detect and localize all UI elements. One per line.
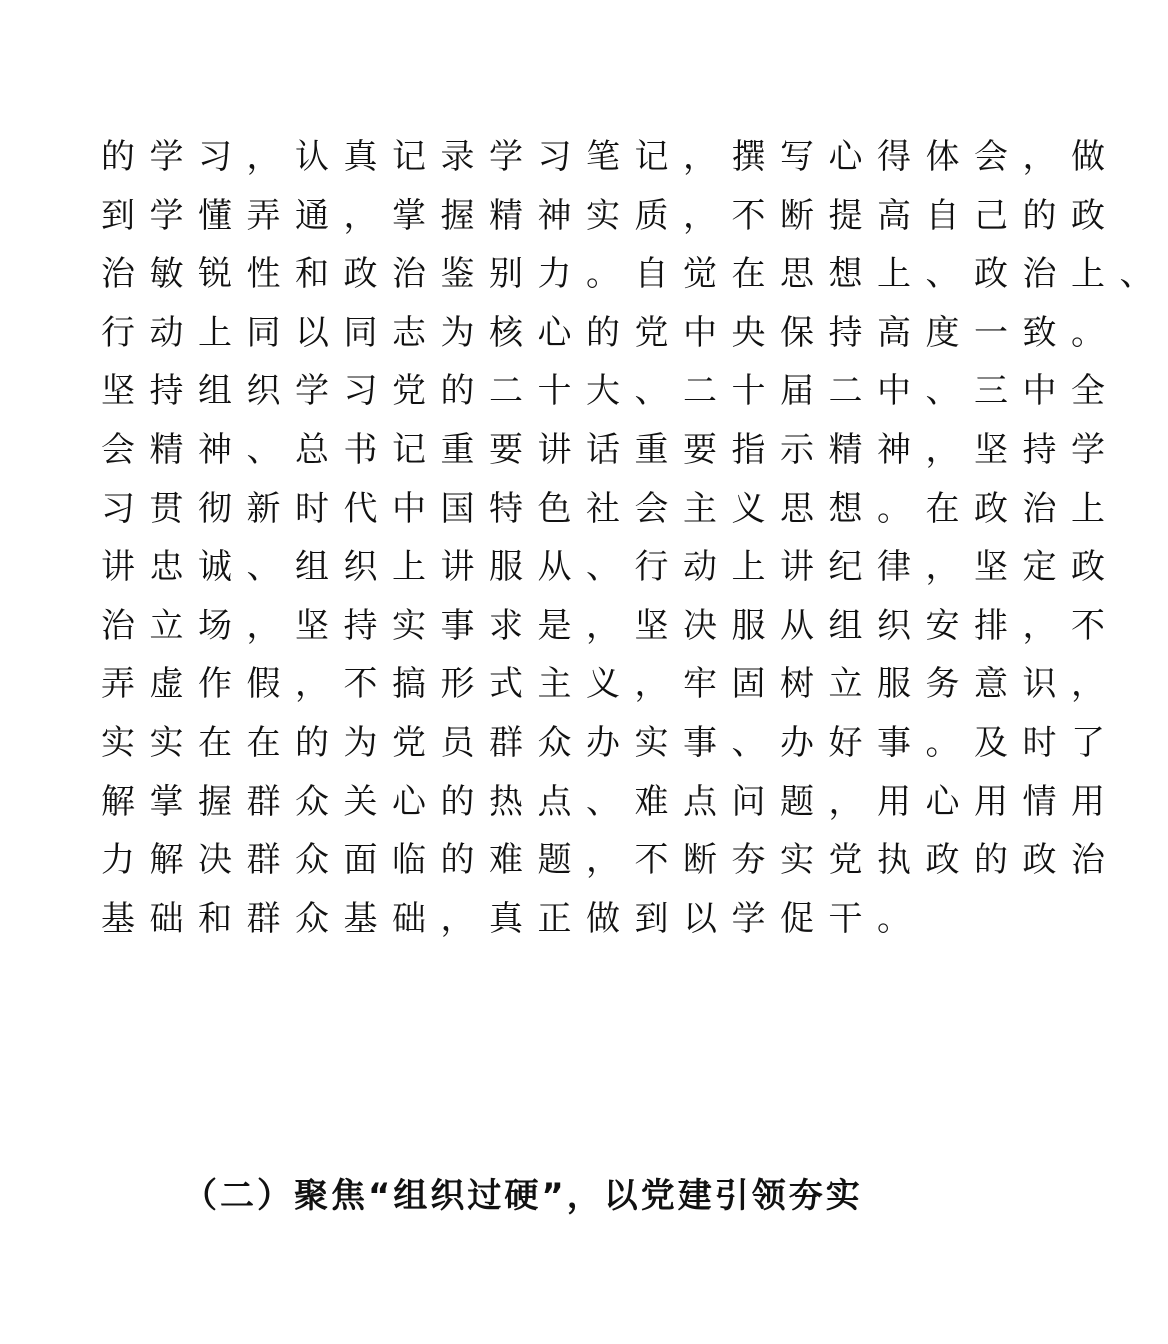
body-paragraph [101, 128, 1168, 948]
paragraph-line: 的学习，认真记录学习笔记，撰写心得体会，做 [101, 137, 1120, 177]
paragraph-line: 治敏锐性和政治鉴别力。自觉在思想上、政治上、 [101, 254, 1168, 295]
paragraph-line: 解掌握群众关心的热点、难点问题，用心用情用 [101, 781, 1120, 822]
paragraph-line: 治立场，坚持实事求是，坚决服从组织安排，不 [101, 605, 1120, 646]
paragraph-line: 行动上同以同志为核心的党中央保持高度一致。 [101, 312, 1120, 353]
paragraph-line: 坚持组织学习党的二十大、二十届二中、三中全 [101, 371, 1120, 412]
section-heading: （二）聚焦“组织过硬”，以党建引领夯实 [183, 1176, 863, 1216]
paragraph-line: 会精神、总书记重要讲话重要指示精神，坚持学 [101, 429, 1120, 470]
paragraph-line: 弄虚作假，不搞形式主义，牢固树立服务意识， [101, 664, 1120, 705]
paragraph-line: 实实在在的为党员群众办实事、办好事。及时了 [101, 722, 1120, 763]
paragraph-line: 到学懂弄通，掌握精神实质，不断提高自己的政 [101, 195, 1120, 236]
paragraph-line: 力解决群众面临的难题，不断夯实党执政的政治 [101, 840, 1120, 881]
paragraph-line: 习贯彻新时代中国特色社会主义思想。在政治上 [101, 488, 1120, 529]
paragraph-line: 基础和群众基础，真正做到以学促干。 [101, 898, 926, 939]
paragraph-line: 讲忠诚、组织上讲服从、行动上讲纪律，坚定政 [101, 547, 1120, 588]
